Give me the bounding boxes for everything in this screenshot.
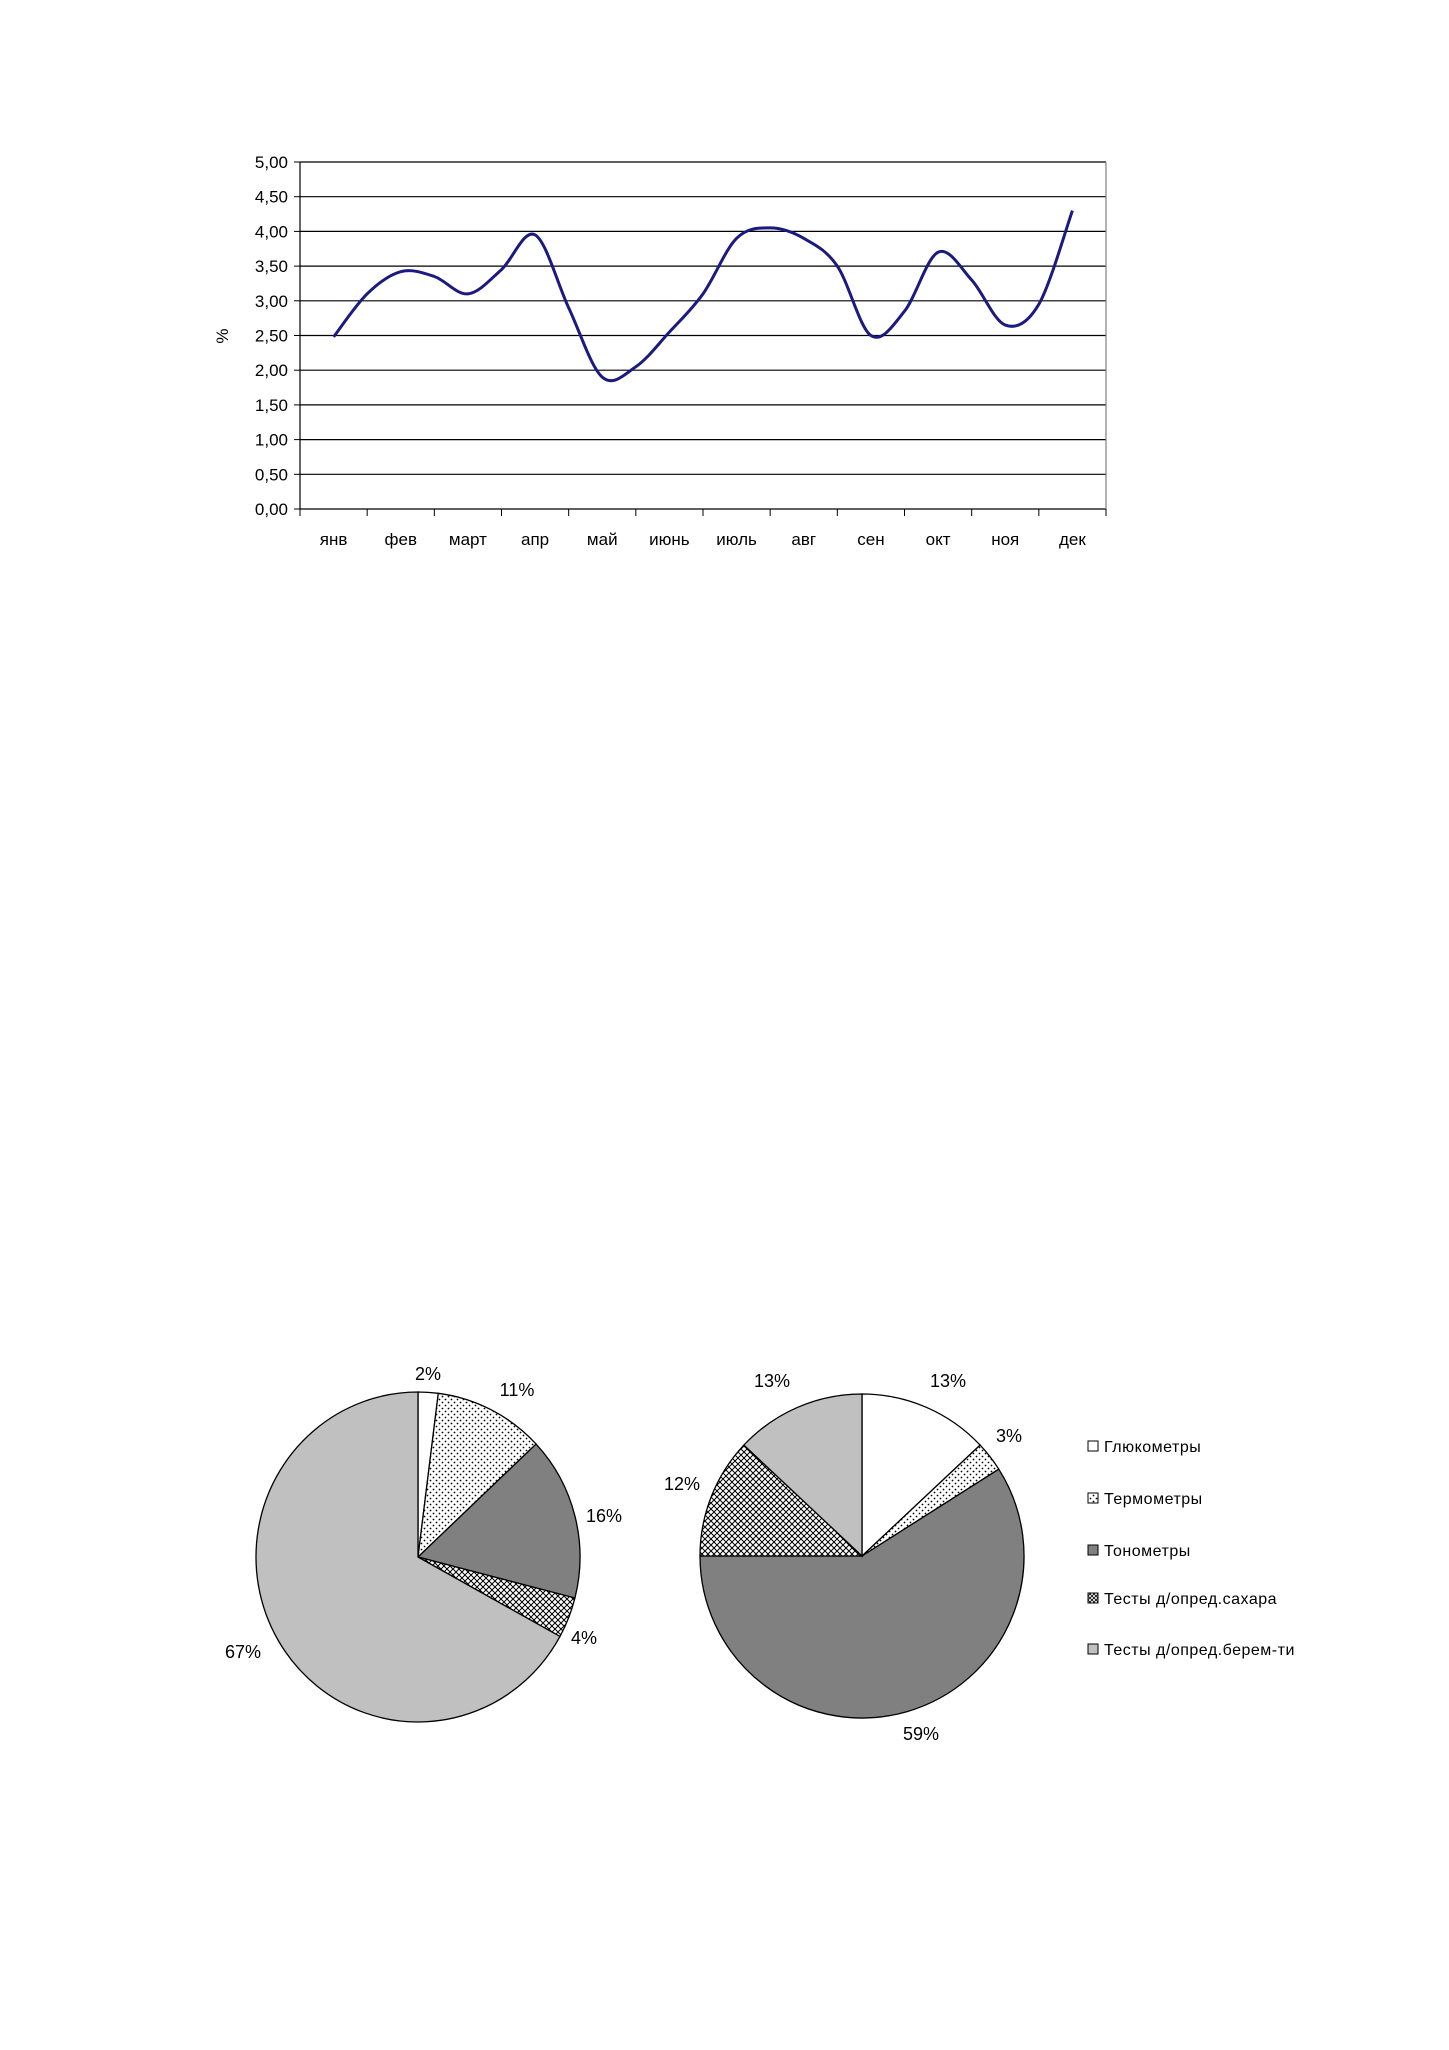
y-tick-label: 2,00 [254, 361, 288, 381]
pie-slice-label: 67% [224, 1642, 262, 1662]
x-tick-label: янв [319, 530, 348, 549]
pie-slice-label: 16% [585, 1506, 623, 1526]
y-tick-label: 0,00 [254, 500, 288, 519]
pie-slice-label: 4% [570, 1628, 598, 1648]
pie-slice-label: 13% [929, 1371, 967, 1391]
legend-label: Тонометры [1104, 1543, 1191, 1560]
legend-label: Термометры [1104, 1491, 1203, 1508]
legend-swatch [1088, 1644, 1098, 1654]
y-tick-label: 1,00 [254, 430, 288, 450]
y-tick-label: 3,50 [254, 257, 288, 277]
pie-slice-label: 59% [902, 1724, 940, 1744]
legend-label: Тесты д/опред.сахара [1104, 1591, 1278, 1608]
x-tick-label: июнь [649, 530, 690, 549]
legend-swatch [1088, 1593, 1098, 1603]
pie-slice-label: 3% [995, 1426, 1023, 1446]
y-tick-label: 4,00 [254, 222, 288, 242]
y-tick-label: 0,50 [254, 465, 288, 485]
y-tick-label: 1,50 [254, 395, 288, 415]
x-tick-label: ноя [991, 530, 1020, 549]
legend-label: Глюкометры [1104, 1439, 1202, 1456]
x-tick-label: авг [791, 530, 817, 549]
x-tick-label: дек [1059, 530, 1086, 549]
legend-swatch [1088, 1545, 1098, 1555]
x-tick-label: окт [925, 530, 951, 549]
pie-slice-label: 12% [663, 1474, 701, 1494]
legend-swatch [1088, 1493, 1098, 1503]
pie-slice-label: 11% [499, 1380, 535, 1400]
x-tick-label: сен [857, 530, 885, 549]
line-chart [213, 153, 1106, 549]
pie-slice-label: 13% [753, 1371, 791, 1391]
x-tick-label: июль [716, 530, 757, 549]
y-tick-label: 2,50 [254, 326, 288, 346]
pie-slice-label: 2% [414, 1364, 442, 1384]
y-tick-label: 3,00 [254, 291, 288, 311]
y-tick-label: 4,50 [254, 187, 288, 207]
pie-chart-right [664, 1371, 1024, 1744]
x-tick-label: фев [384, 530, 417, 549]
x-tick-label: май [586, 530, 618, 549]
y-tick-label: 5,00 [254, 153, 288, 172]
pie-legend [1088, 1439, 1295, 1659]
legend-swatch [1088, 1441, 1098, 1451]
x-tick-label: апр [521, 530, 550, 549]
series-line [334, 211, 1073, 381]
legend-label: Тесты д/опред.берем-ти [1104, 1642, 1295, 1659]
pie-chart-left [225, 1364, 622, 1722]
x-tick-label: март [448, 530, 487, 549]
y-axis-label: % [213, 328, 232, 344]
